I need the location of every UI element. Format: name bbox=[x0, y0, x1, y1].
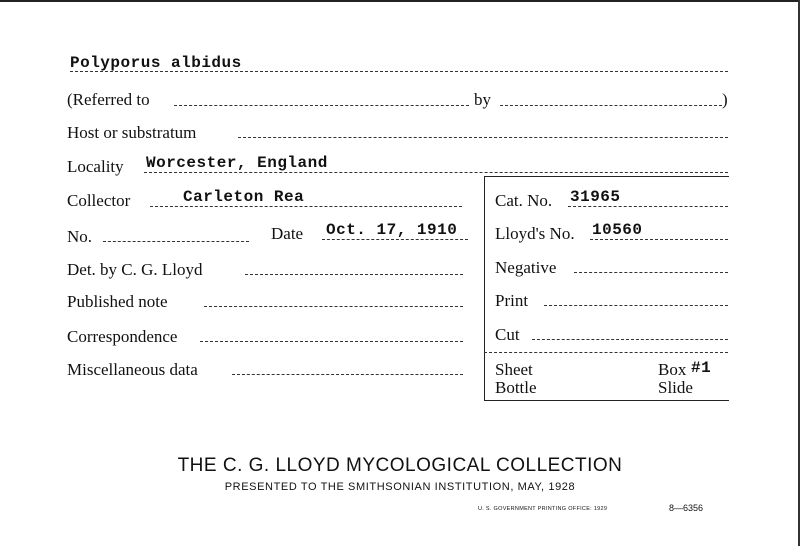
cut-label: Cut bbox=[495, 325, 520, 344]
no-line bbox=[103, 241, 249, 242]
published-note-line bbox=[204, 306, 463, 307]
print-label: Print bbox=[495, 291, 529, 310]
collection-title: THE C. G. LLOYD MYCOLOGICAL COLLECTION bbox=[177, 455, 623, 476]
box-label: Box bbox=[658, 360, 687, 379]
date-value: Oct. 17, 1910 bbox=[326, 221, 458, 239]
correspondence-label: Correspondence bbox=[67, 327, 178, 346]
date-label: Date bbox=[271, 224, 304, 243]
host-line bbox=[238, 137, 728, 138]
no-label: No. bbox=[67, 227, 93, 246]
date-line bbox=[322, 239, 468, 240]
lloyds-no-line bbox=[590, 239, 728, 240]
collector-line bbox=[150, 206, 462, 207]
cat-no-line bbox=[568, 206, 728, 207]
collector-label: Collector bbox=[67, 191, 131, 210]
slide-label: Slide bbox=[658, 378, 693, 397]
lloyds-no-value: 10560 bbox=[592, 221, 643, 239]
locality-line bbox=[144, 172, 728, 173]
by-label: by bbox=[474, 90, 491, 109]
cat-no-value: 31965 bbox=[570, 188, 621, 206]
negative-line bbox=[574, 272, 728, 273]
lloyds-no-label: Lloyd's No. bbox=[495, 224, 575, 243]
misc-data-label: Miscellaneous data bbox=[67, 360, 198, 379]
cat-no-label: Cat. No. bbox=[495, 191, 553, 210]
referred-to-label: (Referred to bbox=[67, 90, 150, 109]
host-label: Host or substratum bbox=[67, 123, 197, 142]
bottle-label: Bottle bbox=[495, 378, 537, 397]
close-paren: ) bbox=[722, 90, 728, 109]
collection-subtitle: PRESENTED TO THE SMITHSONIAN INSTITUTION, MAY, 1928 bbox=[224, 481, 576, 493]
locality-value: Worcester, England bbox=[146, 154, 328, 172]
form-code: 8—6356 bbox=[669, 503, 704, 513]
card-top-edge bbox=[0, 0, 800, 2]
cut-line bbox=[532, 339, 728, 340]
print-line bbox=[544, 305, 728, 306]
negative-label: Negative bbox=[495, 258, 557, 277]
det-by-line bbox=[245, 274, 463, 275]
printing-office-note: U. S. GOVERNMENT PRINTING OFFICE: 1929 bbox=[478, 506, 608, 512]
referred-to-line bbox=[174, 105, 469, 106]
correspondence-line bbox=[200, 341, 463, 342]
box-divider bbox=[484, 352, 728, 353]
misc-data-line bbox=[232, 374, 463, 375]
locality-label: Locality bbox=[67, 157, 124, 176]
box-value: #1 bbox=[691, 359, 712, 377]
collector-value: Carleton Rea bbox=[183, 188, 305, 206]
species-line bbox=[70, 71, 728, 72]
sheet-label: Sheet bbox=[495, 360, 533, 379]
published-note-label: Published note bbox=[67, 292, 168, 311]
species-name: Polyporus albidus bbox=[70, 54, 242, 72]
by-line bbox=[500, 105, 722, 106]
det-by-label: Det. by C. G. Lloyd bbox=[67, 260, 203, 279]
